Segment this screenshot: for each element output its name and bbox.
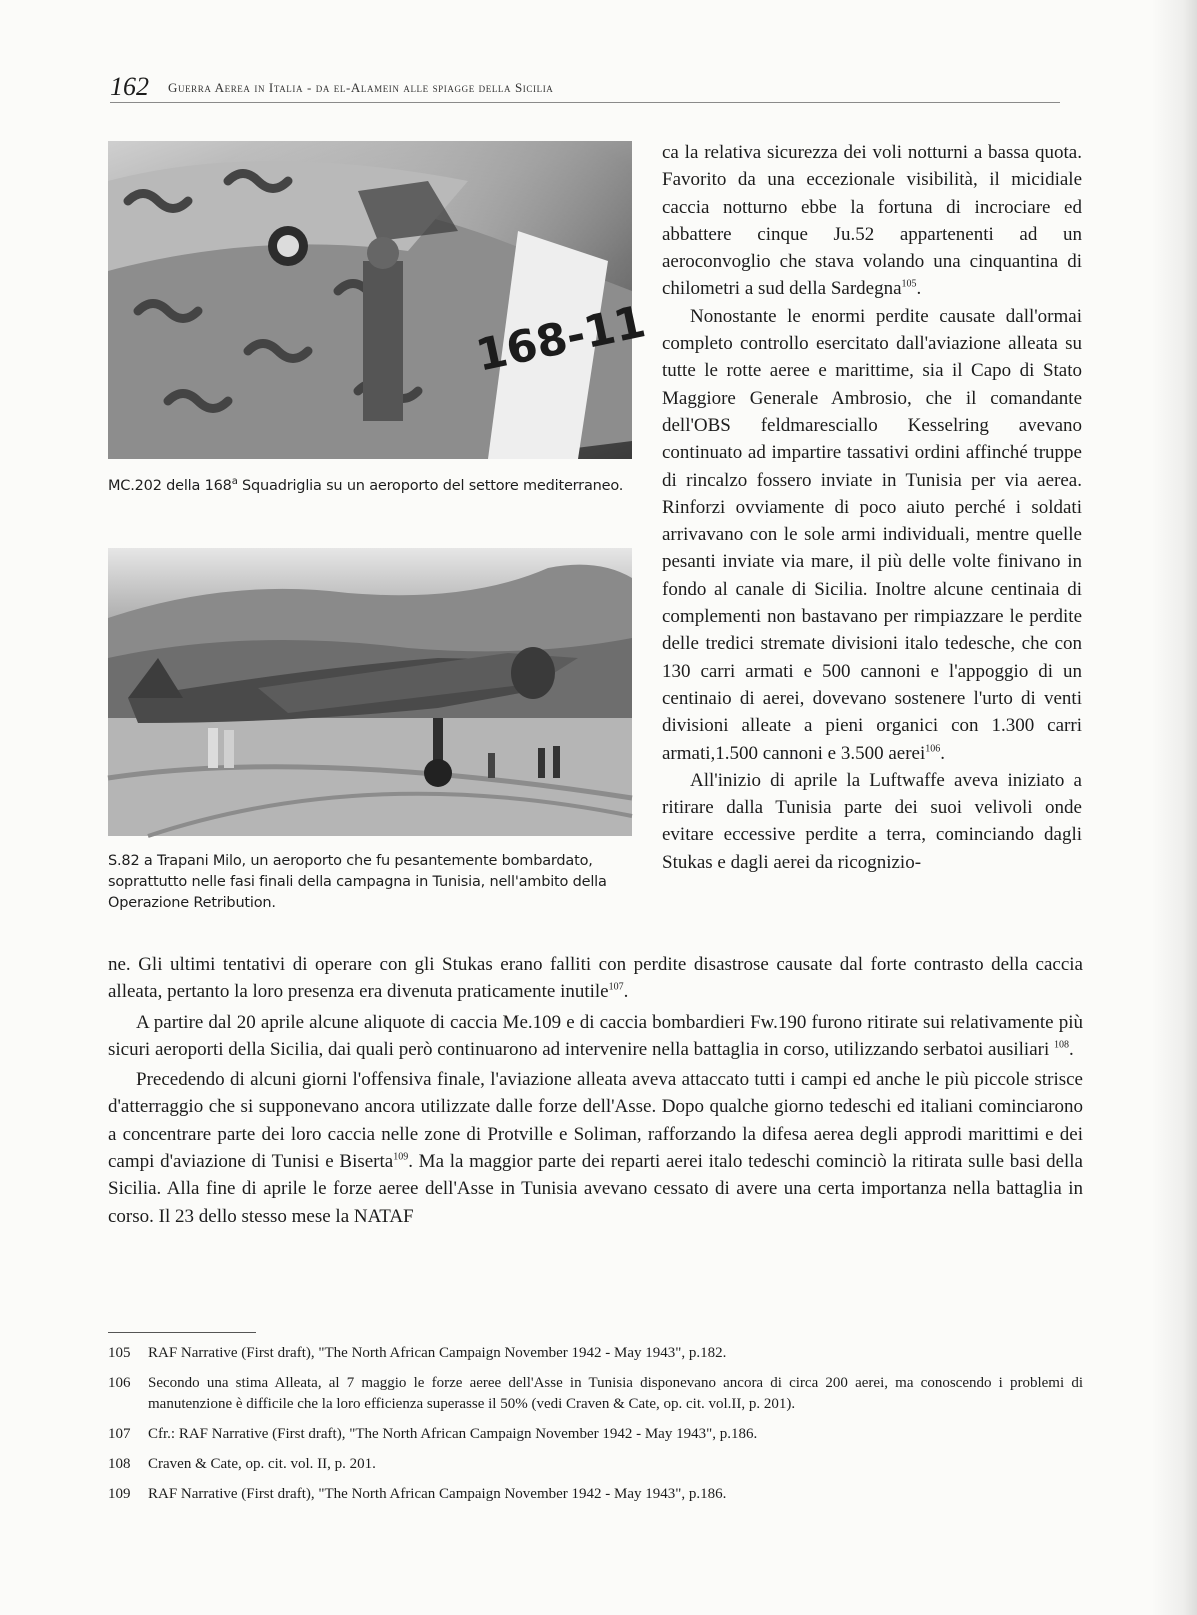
footnotes xyxy=(108,1343,1083,1514)
footnote-ref: 107 xyxy=(608,981,624,993)
caption-photo-s82: S.82 a Trapani Milo, un aeroporto che fu pesantemente bombardato, soprattutto nelle fasi finali della campagna in Tunisia, nell'ambito della Operazione Retribution. xyxy=(108,853,607,911)
footnote xyxy=(108,1484,1083,1505)
photo-s82 xyxy=(108,548,632,836)
footnote-ref: 106 xyxy=(925,743,941,755)
page-header xyxy=(110,72,1060,103)
footnote-text: RAF Narrative (First draft), "The North African Campaign November 1942 - May 1943", p.182. xyxy=(148,1345,727,1361)
footnote-text: Cfr.: RAF Narrative (First draft), "The North African Campaign November 1942 - May 1943", p.186. xyxy=(148,1426,758,1442)
footnote-text: Secondo una stima Alleata, al 7 maggio le forze aeree dell'Asse in Tunisia disponevano ancora di circa 200 aerei, ma conoscendo i problemi di manutenzione è difficile che la loro efficienza superasse il 50% (vedi Craven & Cate, op. cit. vol.II, p. 201). xyxy=(148,1375,1083,1412)
paragraph: Precedendo di alcuni giorni l'offensiva finale, l'aviazione alleata aveva attaccato tutti i campi ed anche le più piccole strisce d'atterraggio che si supponevano ancora utilizzate dalle forze dell'Asse. Dopo qualche giorno tedeschi ed italiani cominciarono a concentrare parte dei loro caccia nelle zone di Protville e Soliman, rafforzando la difesa aerea degli approdi marittimi e dei campi d'aviazione di Tunisi e Biserta$^{109}$. Ma la maggior parte dei reparti aerei italo tedeschi cominciò la ritirata sulle basi della Sicilia. Alla fine di aprile le forze aeree dell'Asse in Tunisia avevano cessato di avere una certa importanza nella battaglia in corso. Il 23 dello stesso mese la NATAF xyxy=(108,1069,1083,1227)
footnote-ref: 109 xyxy=(393,1151,409,1163)
caption-photo-mc202: MC.202 della 168$^a$ Squadriglia su un aeroporto del settore mediterraneo. xyxy=(108,476,624,494)
footnote-text: RAF Narrative (First draft), "The North African Campaign November 1942 - May 1943", p.186. xyxy=(148,1486,727,1502)
footnote-number: 108 xyxy=(108,1456,131,1472)
running-title: Guerra Aerea in Italia - da el-Alamein alle spiagge della Sicilia xyxy=(168,80,554,95)
photo-mc202 xyxy=(108,141,650,459)
footnote-ref: 105 xyxy=(901,279,917,291)
footnote xyxy=(108,1373,1083,1415)
page-number: 162 xyxy=(110,72,149,101)
paragraph: ne. Gli ultimi tentativi di operare con gli Stukas erano falliti con perdite disastrose causate dal forte contrasto della caccia alleata, pertanto la loro presenza era divenuta praticamente inutile$^{107}$. xyxy=(108,954,1083,1003)
footnote-text: Craven & Cate, op. cit. vol. II, p. 201. xyxy=(148,1456,376,1472)
footnote-number: 105 xyxy=(108,1345,131,1361)
footnote xyxy=(108,1424,1083,1445)
footnote-ref: 108 xyxy=(1053,1039,1069,1051)
footnote-number: 109 xyxy=(108,1486,131,1502)
footnote-number: 107 xyxy=(108,1426,131,1442)
footnote-divider xyxy=(108,1332,256,1333)
footnote-number: 106 xyxy=(108,1375,131,1391)
fuselage-code: 168-11 xyxy=(471,296,650,382)
page-edge-shadow xyxy=(1151,0,1197,1615)
paragraph: Nonostante le enormi perdite causate dall'ormai completo controllo esercitato dall'aviazione alleata su tutte le rotte aeree e marittime, sia il Capo di Stato Maggiore Generale Ambrosio, che il comandante dell'OBS feldmaresciallo Kesselring avevano continuato ad impartire tassativi ordini affinché truppe di rincalzo fossero inviate in Tunisia per via aerea. Rinforzi ovviamente di poco aiuto perché i soldati arrivavano con le sole armi individuali, mentre quelle pesanti inviate via mare, il più delle volte finivano in fondo al canale di Sicilia. Inoltre alcune centinaia di complementi non bastavano per rimpiazzare le perdite delle tredici stremate divisioni italo tedesche, che con 130 carri armati e 500 cannoni e l'appoggio di un centinaio di aerei, dovevano sostenere l'urto di venti divisioni alleate a pieni organici con 1.300 carri armati,1.500 cannoni e 3.500 aerei$^{106}$. xyxy=(662,305,1082,764)
paragraph: ca la relativa sicurezza dei voli notturni a bassa quota. Favorito da una eccezionale visibilità, il micidiale caccia notturno ebbe la fortuna di incrociare ed abbattere cinque Ju.52 appartenenti ad un aeroconvoglio che stava volando una cinquantina di chilometri a sud della Sardegna$^{105}$. xyxy=(662,142,1082,300)
paragraph: All'inizio di aprile la Luftwaffe aveva iniziato a ritirare dalla Tunisia parte dei suoi velivoli onde evitare eccessive perdite a terra, cominciando dagli Stukas e dagli aerei da ricognizio- xyxy=(662,769,1082,873)
footnote xyxy=(108,1343,1083,1364)
paragraph: A partire dal 20 aprile alcune aliquote di caccia Me.109 e di caccia bombardieri Fw.190 furono ritirate sui relativamente più sicuri aeroporti della Sicilia, dai quali però continuarono ad intervenire nella battaglia in corso, utilizzando serbatoi ausiliari $^{108}$. xyxy=(108,1011,1083,1060)
body-right-column xyxy=(662,139,1082,876)
body-full-width xyxy=(108,951,1083,1230)
footnote xyxy=(108,1454,1083,1475)
